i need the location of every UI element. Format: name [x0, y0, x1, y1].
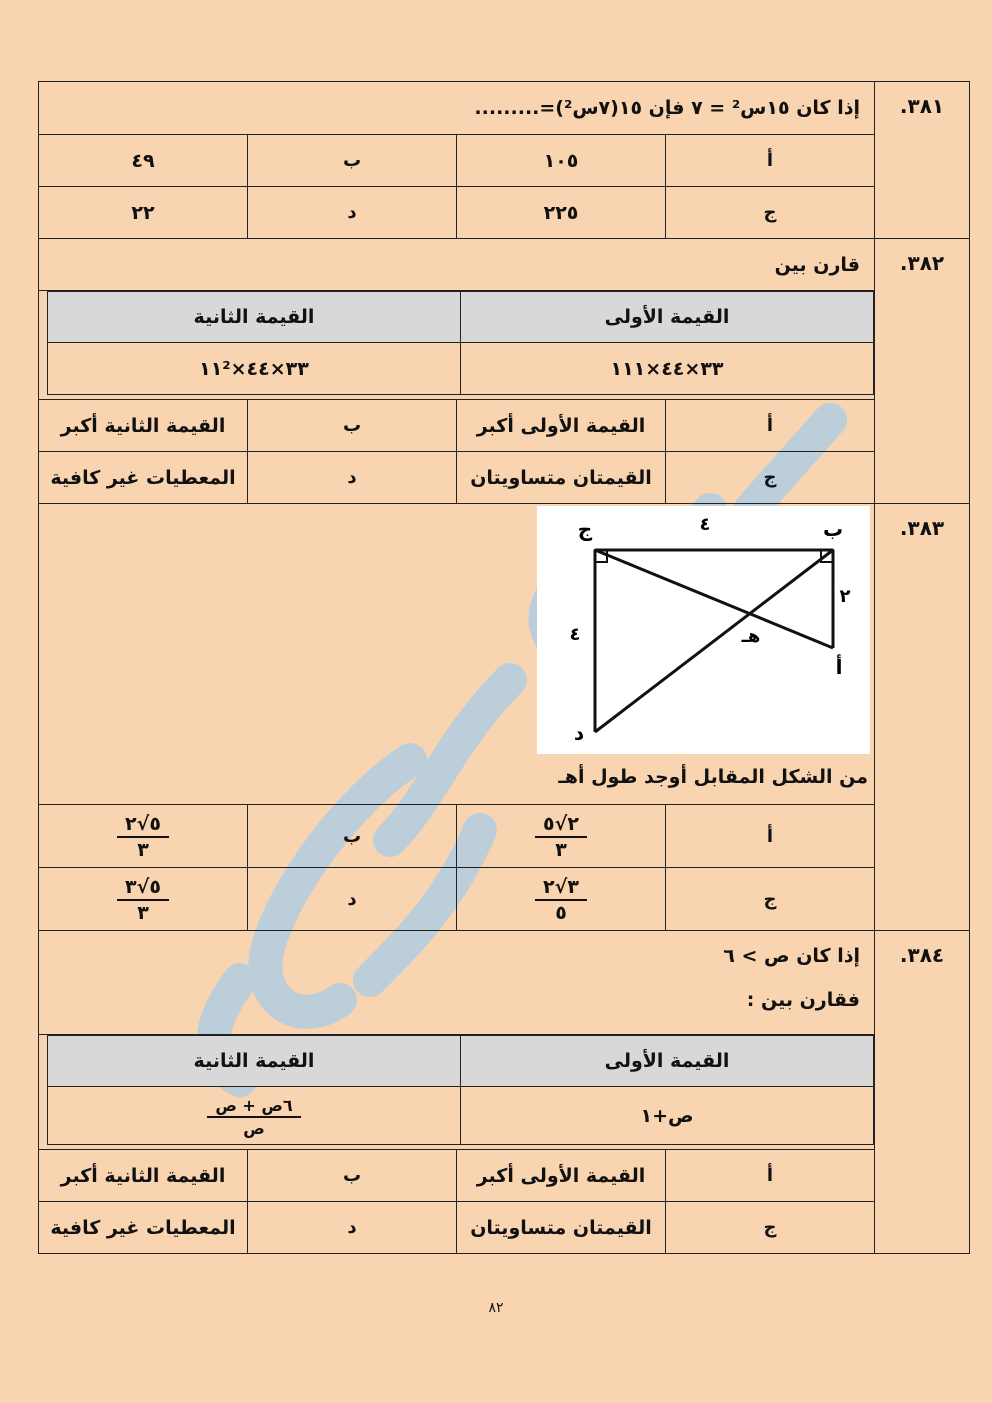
- option-label: أ: [666, 135, 875, 187]
- option-d[interactable]: [39, 868, 248, 931]
- label-j: ج: [577, 517, 593, 541]
- question-text: إذا كان ١٥س² = ٧ فإن ١٥(٧س²)=.........: [39, 82, 875, 135]
- option-c[interactable]: [457, 868, 666, 931]
- page-number: ٨٢: [488, 1300, 504, 1316]
- question-text: قارن بين: [39, 239, 875, 291]
- option-a[interactable]: القيمة الأولى أكبر: [457, 1150, 666, 1202]
- fraction-numerator: ٥√٣: [117, 878, 169, 901]
- option-d[interactable]: المعطيات غير كافية: [39, 1202, 248, 1254]
- fraction-denominator: ٥: [555, 901, 567, 924]
- option-b[interactable]: القيمة الثانية أكبر: [39, 1150, 248, 1202]
- option-label: ب: [248, 400, 457, 452]
- label-right-length: ٢: [839, 586, 851, 607]
- option-label: د: [248, 187, 457, 239]
- option-label: ج: [666, 1202, 875, 1254]
- header-second-value: القيمة الثانية: [48, 292, 461, 343]
- option-b[interactable]: [39, 805, 248, 868]
- fraction-denominator: ٣: [137, 838, 149, 861]
- question-number: ٣٨١.: [875, 82, 970, 239]
- label-left-length: ٤: [569, 624, 581, 645]
- option-label: أ: [666, 805, 875, 868]
- option-b[interactable]: القيمة الثانية أكبر: [39, 400, 248, 452]
- fraction-numerator: ٥√٢: [117, 815, 169, 838]
- option-a[interactable]: القيمة الأولى أكبر: [457, 400, 666, 452]
- first-value: ص+١: [461, 1087, 874, 1145]
- second-value: ٣٣×٤٤×١١²: [48, 343, 461, 395]
- triangle-figure: [537, 506, 870, 754]
- compare-table: [47, 291, 874, 395]
- option-label: ج: [666, 187, 875, 239]
- option-d[interactable]: المعطيات غير كافية: [39, 452, 248, 504]
- label-h: هـ: [741, 626, 761, 647]
- option-label: د: [248, 868, 457, 931]
- option-label: ج: [666, 868, 875, 931]
- fraction-numerator: ٦ص + ص: [207, 1098, 300, 1118]
- label-b: ب: [822, 517, 844, 541]
- second-value: [48, 1087, 461, 1145]
- option-label: أ: [666, 400, 875, 452]
- option-label: أ: [666, 1150, 875, 1202]
- option-label: ب: [248, 805, 457, 868]
- fraction-denominator: ٣: [137, 901, 149, 924]
- option-c[interactable]: ٢٢٥: [457, 187, 666, 239]
- option-label: ج: [666, 452, 875, 504]
- question-text: إذا كان ص > ٦: [723, 945, 860, 967]
- option-c[interactable]: القيمتان متساويتان: [457, 1202, 666, 1254]
- option-c[interactable]: القيمتان متساويتان: [457, 452, 666, 504]
- option-b[interactable]: ٤٩: [39, 135, 248, 187]
- question-number: ٣٨٣.: [875, 504, 970, 931]
- fraction-denominator: ٣: [555, 838, 567, 861]
- option-label: د: [248, 452, 457, 504]
- first-value: ٣٣×٤٤×١١١: [461, 343, 874, 395]
- fraction-numerator: ٣√٢: [535, 878, 587, 901]
- option-label: د: [248, 1202, 457, 1254]
- questions-table: [38, 81, 970, 1254]
- header-first-value: القيمة الأولى: [461, 292, 874, 343]
- label-top-length: ٤: [699, 514, 711, 535]
- option-label: ب: [248, 1150, 457, 1202]
- option-label: ب: [248, 135, 457, 187]
- question-subtext: فقارن بين :: [746, 989, 860, 1011]
- compare-table: [47, 1035, 874, 1145]
- header-second-value: القيمة الثانية: [48, 1036, 461, 1087]
- label-d: د: [573, 721, 585, 745]
- option-a[interactable]: ١٠٥: [457, 135, 666, 187]
- label-a: أ: [835, 655, 843, 679]
- header-first-value: القيمة الأولى: [461, 1036, 874, 1087]
- fraction-numerator: ٢√٥: [535, 815, 587, 838]
- option-a[interactable]: [457, 805, 666, 868]
- option-d[interactable]: ٢٢: [39, 187, 248, 239]
- question-number: ٣٨٢.: [875, 239, 970, 504]
- question-number: ٣٨٤.: [875, 931, 970, 1254]
- fraction-denominator: ص: [243, 1119, 265, 1138]
- question-text: من الشكل المقابل أوجد طول أهـ: [558, 766, 868, 788]
